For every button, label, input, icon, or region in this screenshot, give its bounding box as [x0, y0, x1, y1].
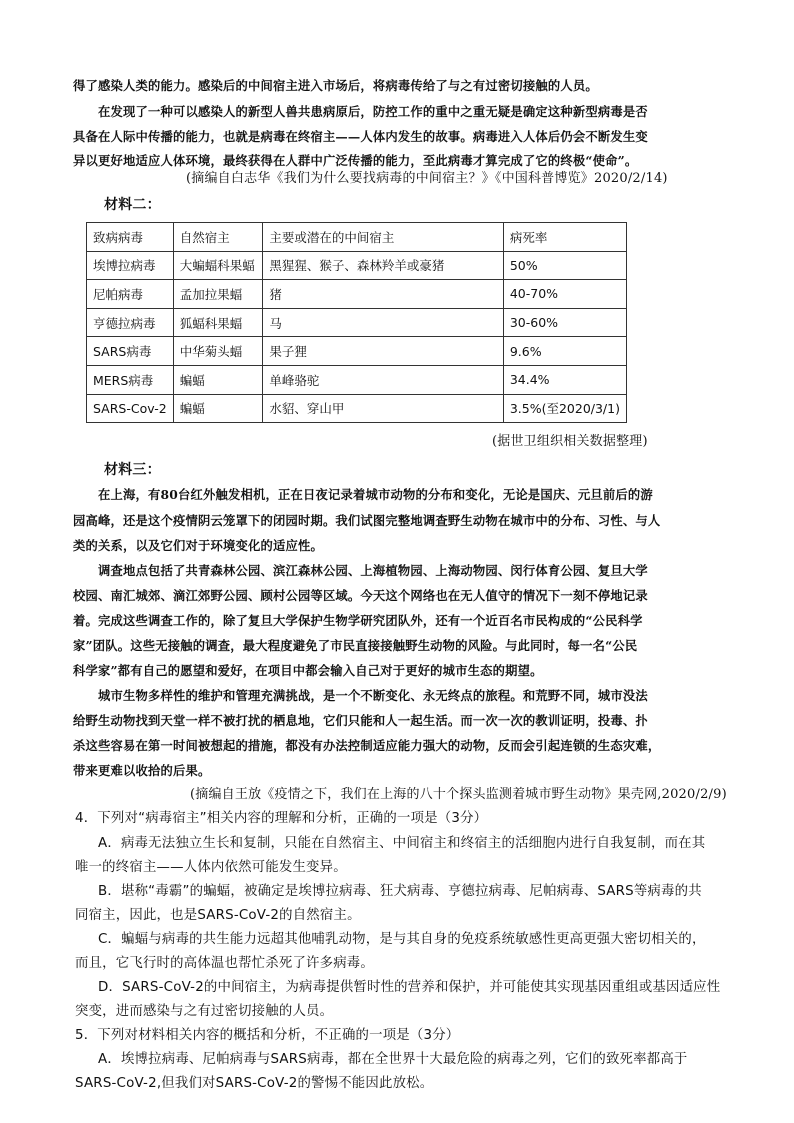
table-header-cell: 致病病毒 [87, 223, 174, 252]
material3-line: 城市生物多样性的维护和管理充满挑战，是一个不断变化、永无终点的旅程。和荒野不同，城市没法 [98, 688, 648, 703]
table-cell: 40-70% [503, 280, 626, 309]
table-row [87, 251, 627, 280]
question5-option-a-cont: SARS-CoV-2,但我们对SARS-CoV-2的警惕不能因此放松。 [75, 1076, 434, 1091]
question4-option-a: A．病毒无法独立生长和复制，只能在自然宿主、中间宿主和终宿主的活细胞内进行自我复制，而在其 [98, 836, 706, 851]
table-cell: 亨德拉病毒 [87, 308, 174, 337]
question4-option-c-cont: 而且，它飞行时的高体温也帮忙杀死了许多病毒。 [75, 956, 374, 971]
table-cell: MERS病毒 [87, 365, 174, 394]
table-cell: 果子狸 [263, 337, 504, 366]
table-header-cell: 病死率 [503, 223, 626, 252]
table-cell: 猪 [263, 280, 504, 309]
table-header-cell: 自然宿主 [173, 223, 263, 252]
material3-label: 材料三： [104, 462, 161, 478]
table-cell: 中华菊头蝠 [173, 337, 263, 366]
material1-source: (摘编自白志华《我们为什么要找病毒的中间宿主？》《中国科普博览》2020/2/14) [186, 171, 668, 186]
material3-line: 带来更难以收拾的后果。 [73, 763, 211, 778]
table-row [87, 280, 627, 309]
material3-line: 给野生动物找到天堂一样不被打扰的栖息地，它们只能和人一起生活。而一次一次的教训证明，投毒、扑 [73, 713, 648, 728]
table-cell: 尼帕病毒 [87, 280, 174, 309]
table-cell: 9.6% [503, 337, 626, 366]
table-cell: 孟加拉果蝠 [173, 280, 263, 309]
question4-option-d-cont: 突变，进而感染与之有过密切接触的人员。 [75, 1004, 334, 1019]
table-cell: 水貂、穿山甲 [263, 394, 504, 423]
table-cell: 埃博拉病毒 [87, 251, 174, 280]
table-cell: 34.4% [503, 365, 626, 394]
table-row [87, 337, 627, 366]
material3-line: 在上海，有80台红外触发相机，正在日夜记录着城市动物的分布和变化，无论是国庆、元旦前后的游 [98, 487, 653, 502]
material1-line2: 在发现了一种可以感染人的新型人兽共患病原后，防控工作的重中之重无疑是确定这种新型病毒是否 [98, 104, 648, 119]
material1-line1: 得了感染人类的能力。感染后的中间宿主进入市场后，将病毒传给了与之有过密切接触的人员。 [73, 78, 598, 93]
virus-host-table [86, 222, 627, 423]
material2-source: (据世卫组织相关数据整理) [492, 434, 648, 449]
table-header-cell: 主要或潜在的中间宿主 [263, 223, 504, 252]
table-row [87, 365, 627, 394]
material3-line: 调查地点包括了共青森林公园、滨江森林公园、上海植物园、上海动物园、闵行体育公园、复旦大学 [98, 563, 648, 578]
table-header-row [87, 223, 627, 252]
table-cell: 马 [263, 308, 504, 337]
question4-stem: 4．下列对“病毒宿主”相关内容的理解和分析，正确的一项是（3分） [75, 811, 488, 826]
question5-stem: 5．下列对材料相关内容的概括和分析，不正确的一项是（3分） [75, 1028, 460, 1043]
question4-option-c: C．蝙蝠与病毒的共生能力远超其他哺乳动物，是与其自身的免疫系统敏感性更高更强大密切相关的， [98, 932, 706, 947]
table-cell: 3.5%(至2020/3/1) [503, 394, 626, 423]
table-cell: 30-60% [503, 308, 626, 337]
table-cell: 50% [503, 251, 626, 280]
table-cell: 狐蝠科果蝠 [173, 308, 263, 337]
material1-line3: 具备在人际中传播的能力，也就是病毒在终宿主——人体内发生的故事。病毒进入人体后仍会不断发生变 [73, 129, 648, 144]
material3-line: 校园、南汇城郊、滴江郊野公园、顾村公园等区域。今天这个网络也在无人值守的情况下一刻不停地记录 [73, 588, 648, 603]
material3-line: 家”团队。这些无接触的调查，最大程度避免了市民直接接触野生动物的风险。与此同时，每一名“公民 [73, 638, 638, 653]
table-row [87, 308, 627, 337]
material2-label: 材料二： [104, 197, 161, 213]
question5-option-a: A．埃博拉病毒、尼帕病毒与SARS病毒，都在全世界十大最危险的病毒之列，它们的致死率都高于 [98, 1052, 688, 1067]
table-cell: SARS病毒 [87, 337, 174, 366]
question4-option-a-cont: 唯一的终宿主——人体内依然可能发生变异。 [75, 860, 347, 875]
table-cell: 大蝙蝠科果蝠 [173, 251, 263, 280]
material3-line: 杀这些容易在第一时间被想起的措施，都没有办法控制适应能力强大的动物，反而会引起连锁的生态灾难， [73, 738, 661, 753]
material3-line: 科学家”都有自己的愿望和爱好，在项目中都会输入自己对于更好的城市生态的期望。 [73, 663, 543, 678]
table-cell: 黑猩猩、猴子、森林羚羊或豪猪 [263, 251, 504, 280]
question4-option-b-cont: 同宿主，因此，也是SARS-CoV-2的自然宿主。 [75, 908, 361, 923]
material3-line: 园高峰，还是这个疫情阴云笼罩下的闭园时期。我们试图完整地调查野生动物在城市中的分布、习性、与人 [73, 513, 661, 528]
table-cell: 蝙蝠 [173, 394, 263, 423]
material3-line: 类的关系，以及它们对于环境变化的适应性。 [73, 538, 323, 553]
question4-option-d: D．SARS-CoV-2的中间宿主，为病毒提供暂时性的营养和保护，并可能使其实现基因重组或基因适应性 [98, 980, 721, 995]
table-cell: SARS-Cov-2 [87, 394, 174, 423]
material1-line4: 异以更好地适应人体环境，最终获得在人群中广泛传播的能力，至此病毒才算完成了它的终极“使命”。 [73, 153, 638, 168]
table-cell: 单峰骆驼 [263, 365, 504, 394]
table-cell: 蝙蝠 [173, 365, 263, 394]
question4-option-b: B．堪称“毒霸”的蝙蝠，被确定是埃博拉病毒、狂犬病毒、亨德拉病毒、尼帕病毒、SARS等病毒的共 [98, 884, 702, 899]
table-row [87, 394, 627, 423]
material3-line: 着。完成这些调查工作的，除了复旦大学保护生物学研究团队外，还有一个近百名市民构成的“公民科学 [73, 613, 643, 628]
material3-source: (摘编自王放《疫情之下，我们在上海的八十个探头监测着城市野生动物》果壳网,2020/2/9) [190, 787, 727, 802]
